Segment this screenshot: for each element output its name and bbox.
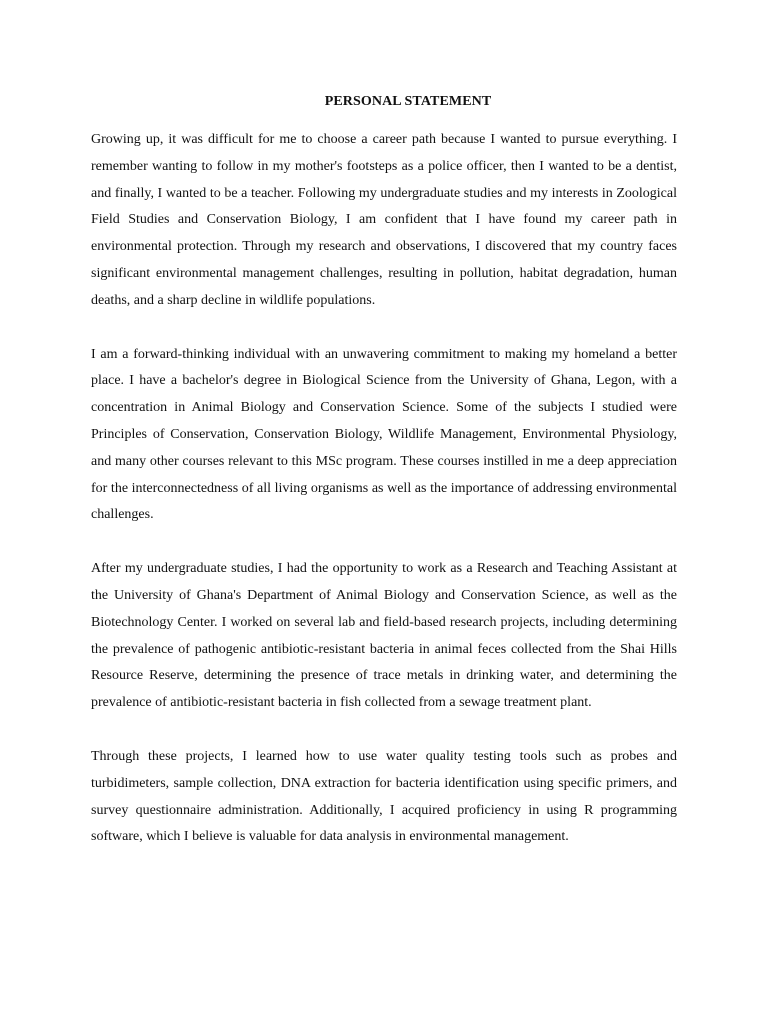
paragraph-3: After my undergraduate studies, I had the opportunity to work as a Research and Teaching Assistant at the University of Ghana's Department of Animal Biology and Conservation Science, as well as the Biotechnology Center. I worked on several lab and field-based research projects, including determining the prevalence of pathogenic antibiotic-resistant bacteria in animal feces collected from the Shai Hills Resource Reserve, determining the presence of trace metals in drinking water, and determining the prevalence of antibiotic-resistant bacteria in fish collected from a sewage treatment plant. [91,561,677,711]
paragraph-2: I am a forward-thinking individual with an unwavering commitment to making my homeland a better place. I have a bachelor's degree in Biological Science from the University of Ghana, Legon, with a concentration in Animal Biology and Conservation Science. Some of the subjects I studied were Principles of Conservation, Conservation Biology, Wildlife Management, Environmental Physiology, and many other courses relevant to this MSc program. These courses instilled in me a deep appreciation for the interconnectedness of all living organisms as well as the importance of addressing environmental challenges. [91,346,677,523]
document-body [91,127,677,878]
paragraph-1: Growing up, it was difficult for me to choose a career path because I wanted to pursue everything. I remember wanting to follow in my mother's footsteps as a police officer, then I wanted to be a dentist, and finally, I wanted to be a teacher. Following my undergraduate studies and my interests in Zoological Field Studies and Conservation Biology, I am confident that I have found my career path in environmental protection. Through my research and observations, I discovered that my country faces significant environmental management challenges, resulting in pollution, habitat degradation, human deaths, and a sharp decline in wildlife populations. [91,132,677,308]
document-title: PERSONAL STATEMENT [324,94,492,109]
paragraph-4: Through these projects, I learned how to use water quality testing tools such as probes and turbidimeters, sample collection, DNA extraction for bacteria identification using specific primers, and survey questionnaire administration. Additionally, I acquired proficiency in using R programming software, which I believe is valuable for data analysis in environmental management. [91,748,677,845]
